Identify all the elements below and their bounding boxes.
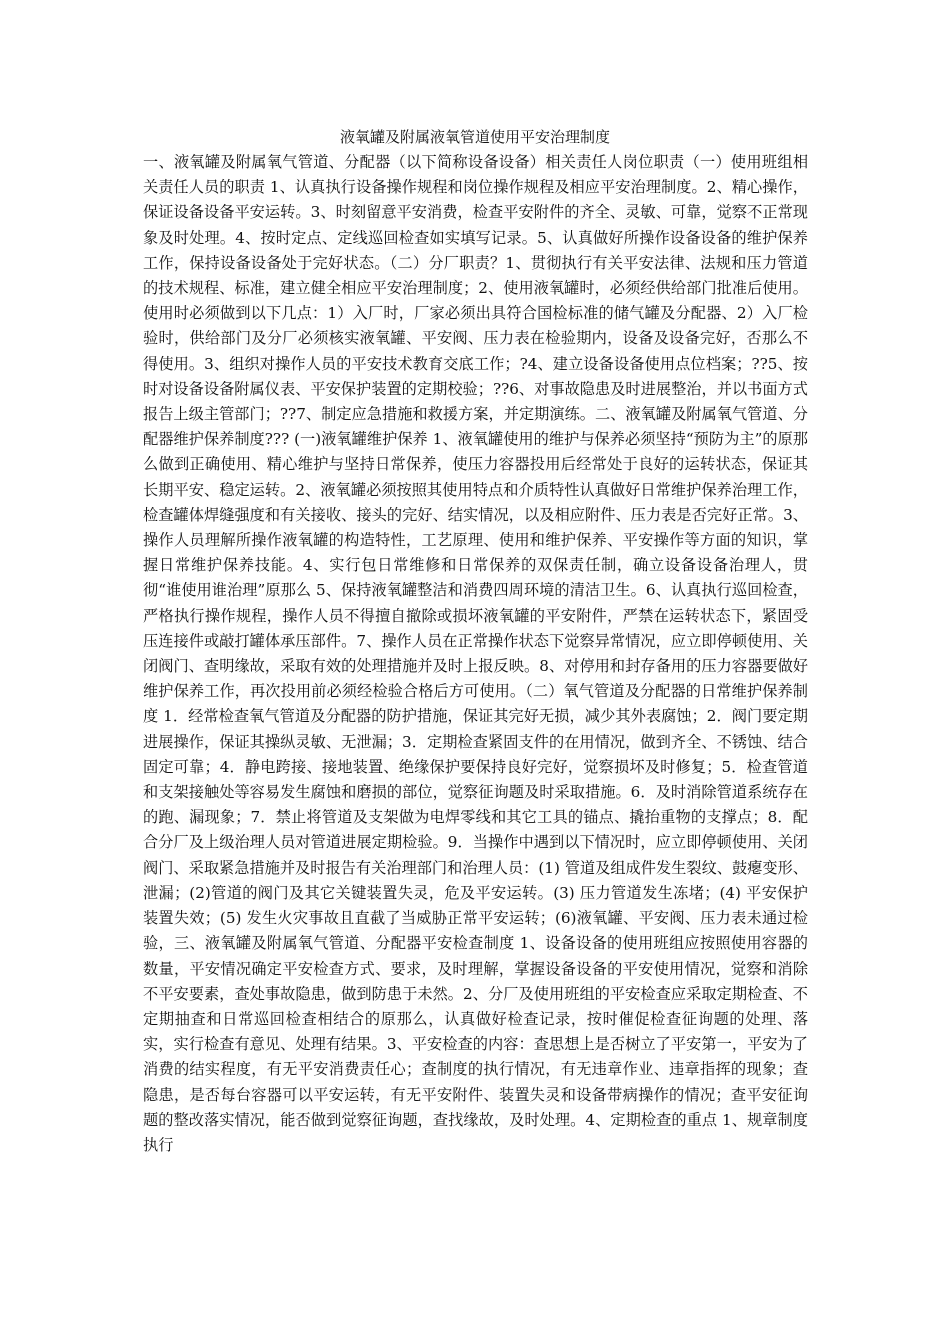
- document-body-text: 一、液氧罐及附属氧气管道、分配器（以下简称设备设备）相关责任人岗位职责（一）使用班组相关责任人员的职责 1、认真执行设备操作规程和岗位操作规程及相应平安治理制度。2、精心操作，保证设备设备平安运转。3、时刻留意平安消费，检查平安附件的齐全、灵敏、可靠，觉察不正常现象及时处理。4、按时定点、定线巡回检查如实填写记录。5、认真做好所操作设备设备的维护保养工作，保持设备设备处于完好状态。（二）分厂职责？1、贯彻执行有关平安法律、法规和压力管道的技术规程、标准，建立健全相应平安治理制度；2、使用液氧罐时，必须经供给部门批准后使用。使用时必须做到以下几点：1）入厂时，厂家必须出具符合国检标准的储气罐及分配器、2）入厂检验时，供给部门及分厂必须核实液氧罐、平安阀、压力表在检验期内，设备及设备完好，否那么不得使用。3、组织对操作人员的平安技术教育交底工作；?4、建立设备设备使用点位档案；??5、按时对设备设备附属仪表、平安保护装置的定期校验；??6、对事故隐患及时进展整治，并以书面方式报告上级主管部门；??7、制定应急措施和救援方案，并定期演练。二、液氧罐及附属氧气管道、分配器维护保养制度??? (一)液氧罐维护保养 1、液氧罐使用的维护与保养必须坚持“预防为主”的原那么做到正确使用、精心维护与坚持日常保养，使压力容器投用后经常处于良好的运转状态，保证其长期平安、稳定运转。2、液氧罐必须按照其使用特点和介质特性认真做好日常维护保养治理工作，检查罐体焊缝强度和有关接收、接头的完好、结实情况，以及相应附件、压力表是否完好正常。3、操作人员理解所操作液氧罐的构造特性，工艺原理、使用和维护保养、平安操作等方面的知识，掌握日常维护保养技能。4、实行包日常维修和日常保养的双保责任制，确立设备设备治理人，贯彻“谁使用谁治理”原那么 5、保持液氧罐整洁和消费四周环境的清洁卫生。6、认真执行巡回检查，严格执行操作规程，操作人员不得擅自撤除或损坏液氧罐的平安附件，严禁在运转状态下，紧固受压连接件或敲打罐体承压部件。7、操作人员在正常操作状态下觉察异常情况，应立即停顿使用、关闭阀门、查明缘故，采取有效的处理措施并及时上报反映。8、对停用和封存备用的压力容器要做好维护保养工作，再次投用前必须经检验合格后方可使用。（二）氧气管道及分配器的日常维护保养制度 1．经常检查氧气管道及分配器的防护措施，保证其完好无损，减少其外表腐蚀；2．阀门要定期进展操作，保证其操纵灵敏、无泄漏；3．定期检查紧固支件的在用情况，做到齐全、不锈蚀、结合固定可靠；4．静电跨接、接地装置、绝缘保护要保持良好完好，觉察损坏及时修复；5．检查管道和支架接触处等容易发生腐蚀和磨损的部位，觉察征询题及时采取措施。6．及时消除管道系统存在的跑、漏现象；7．禁止将管道及支架做为电焊零线和其它工具的锚点、撬抬重物的支撑点；8．配合分厂及上级治理人员对管道进展定期检验。9．当操作中遇到以下情况时，应立即停顿使用、关闭阀门、采取紧急措施并及时报告有关治理部门和治理人员：(1) 管道及组成件发生裂纹、鼓瘪变形、泄漏；(2)管道的阀门及其它关键装置失灵，危及平安运转。(3) 压力管道发生冻堵；(4) 平安保护装置失效；(5) 发生火灾事故且直截了当威胁正常平安运转；(6)液氧罐、平安阀、压力表未通过检验，三、液氧罐及附属氧气管道、分配器平安检查制度 1、设备设备的使用班组应按照使用容器的数量，平安情况确定平安检查方式、要求，及时理解，掌握设备设备的平安使用情况，觉察和消除不平安要素，查处事故隐患，做到防患于未然。2、分厂及使用班组的平安检查应采取定期检查、不定期抽查和日常巡回检查相结合的原那么，认真做好检查记录，按时催促检查征询题的处理、落实，实行检查有意见、处理有结果。3、平安检查的内容：查思想上是否树立了平安第一，平安为了消费的结实程度，有无平安消费责任心；查制度的执行情况，有无违章作业、违章指挥的现象；查隐患，是否每台容器可以平安运转，有无平安附件、装置失灵和设备带病操作的情况；查平安征询题的整改落实情况，能否做到觉察征询题，查找缘故，及时处理。4、定期检查的重点 1、规章制度执行: [143, 153, 808, 1154]
- document-title: 液氧罐及附属液氧管道使用平安治理制度: [339, 128, 610, 146]
